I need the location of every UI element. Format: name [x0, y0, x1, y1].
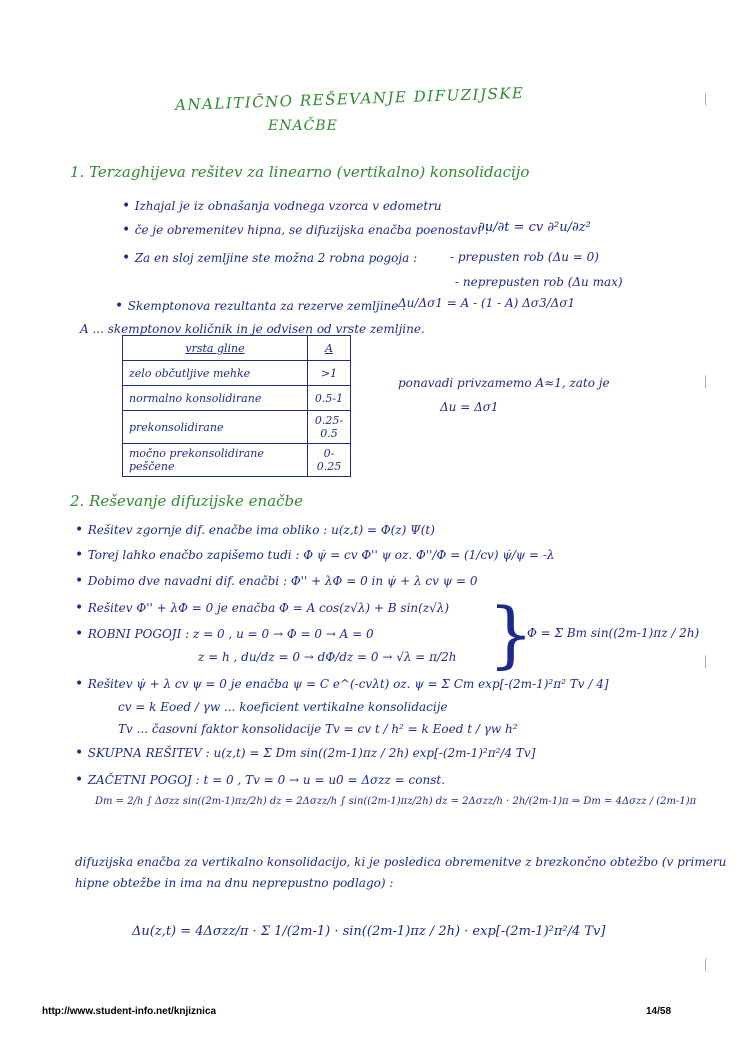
side-note: ponavadi privzamemo A≈1, zato je — [398, 376, 610, 390]
page-title-line2: ENAČBE — [268, 118, 338, 134]
clay-table — [122, 335, 351, 477]
bullet-text: • Rešitev Φ'' + λΦ = 0 je enačba Φ = A cos(z√λ) + B sin(z√λ) — [75, 600, 450, 616]
condition-text: - neprepusten rob (Δu max) — [455, 275, 623, 289]
table-cell: 0.25-0.5 — [308, 411, 351, 444]
table-cell: normalno konsolidirane — [123, 386, 308, 411]
equation: Dm = 2/h ∫ Δσzz sin((2m-1)πz/2h) dz = 2Δσzz/h ∫ sin((2m-1)πz/2h) dz = 2Δσzz/h · 2h/(2m-1)π ⇒ Dm = 4Δσzz / (2m-1)π — [95, 796, 697, 807]
table-row — [123, 361, 351, 386]
bullet-text: • Izhajal je iz obnašanja vodnega vzorca v edometru — [122, 198, 442, 214]
boundary-condition: z = h , du/dz = 0 → dΦ/dz = 0 → √λ = π/2h — [198, 650, 457, 664]
conclusion-text: difuzijska enačba za vertikalno konsolidacijo, ki je posledica obremenitve z brezkončno obtežbo (v primeru — [75, 855, 727, 869]
bullet-text: • Rešitev ψ̇ + λ cv ψ = 0 je enačba ψ = C e^(-cvλt) oz. ψ = Σ Cm exp[-(2m-1)²π² Tv / 4] — [75, 676, 609, 692]
table-header: A — [308, 336, 351, 361]
final-equation: Δu(z,t) = 4Δσzz/π · Σ 1/(2m-1) · sin((2m-1)πz / 2h) · exp[-(2m-1)²π²/4 Tv] — [132, 924, 606, 939]
bullet-text: • SKUPNA REŠITEV : u(z,t) = Σ Dm sin((2m-1)πz / 2h) exp[-(2m-1)²π²/4 Tv] — [75, 745, 536, 761]
section-heading: 2. Reševanje difuzijske enačbe — [70, 492, 303, 510]
bullet-text: • Rešitev zgornje dif. enačbe ima obliko : u(z,t) = Φ(z) Ψ(t) — [75, 522, 435, 538]
margin-mark — [705, 958, 710, 972]
equation: Φ = Σ Bm sin((2m-1)πz / 2h) — [527, 626, 700, 640]
footer-url[interactable]: http://www.student-info.net/knjiznica — [42, 1006, 217, 1017]
table-cell: močno prekonsolidirane peščene — [123, 444, 308, 477]
brace-icon: } — [488, 592, 534, 676]
page-title: ANALITIČNO REŠEVANJE DIFUZIJSKE — [174, 83, 525, 115]
bullet-text: • Skemptonova rezultanta za rezerve zemljine : — [115, 298, 407, 314]
table-header: vrsta gline — [123, 336, 308, 361]
bullet-text: • Za en sloj zemljine ste možna 2 robna pogoja : — [122, 250, 418, 266]
table-row — [123, 411, 351, 444]
equation: Δu/Δσ1 = A - (1 - A) Δσ3/Δσ1 — [398, 296, 576, 310]
page-number: 14/58 — [646, 1006, 672, 1017]
table-cell: 0-0.25 — [308, 444, 351, 477]
bullet-text: • Torej lahko enačbo zapišemo tudi : Φ ψ̇ = cv Φ'' ψ oz. Φ''/Φ = (1/cv) ψ̇/ψ = -λ — [75, 547, 555, 563]
margin-mark — [705, 92, 710, 106]
bullet-text: • če je obremenitev hipna, se difuzijska enačba poenostavi : — [122, 222, 490, 238]
equation: ∂u/∂t = cv ∂²u/∂z² — [478, 220, 591, 235]
margin-mark — [705, 655, 710, 669]
side-note: Δu = Δσ1 — [440, 400, 499, 414]
definition-text: cv = k Eoed / γw ... koeficient vertikalne konsolidacije — [118, 700, 448, 714]
note-text: A ... skemptonov količnik in je odvisen od vrste zemljine. — [80, 322, 425, 336]
table-cell: 0.5-1 — [308, 386, 351, 411]
table-row — [123, 444, 351, 477]
table-cell: >1 — [308, 361, 351, 386]
section-heading: 1. Terzaghijeva rešitev za linearno (vertikalno) konsolidacijo — [70, 163, 530, 181]
condition-text: - prepusten rob (Δu = 0) — [450, 250, 599, 264]
conclusion-text: hipne obtežbe in ima na dnu neprepustno podlago) : — [75, 876, 394, 890]
bullet-text: • ZAČETNI POGOJ : t = 0 , Tv = 0 → u = u0 = Δσzz = const. — [75, 772, 446, 788]
table-cell: zelo občutljive mehke — [123, 361, 308, 386]
definition-text: Tv ... časovni faktor konsolidacije Tv = cv t / h² = k Eoed t / γw h² — [118, 722, 518, 736]
bullet-text: • Dobimo dve navadni dif. enačbi : Φ'' + λΦ = 0 in ψ̇ + λ cv ψ = 0 — [75, 573, 478, 589]
table-cell: prekonsolidirane — [123, 411, 308, 444]
bullet-text: • ROBNI POGOJI : z = 0 , u = 0 → Φ = 0 → A = 0 — [75, 626, 374, 642]
margin-mark — [705, 375, 710, 389]
table-row — [123, 386, 351, 411]
